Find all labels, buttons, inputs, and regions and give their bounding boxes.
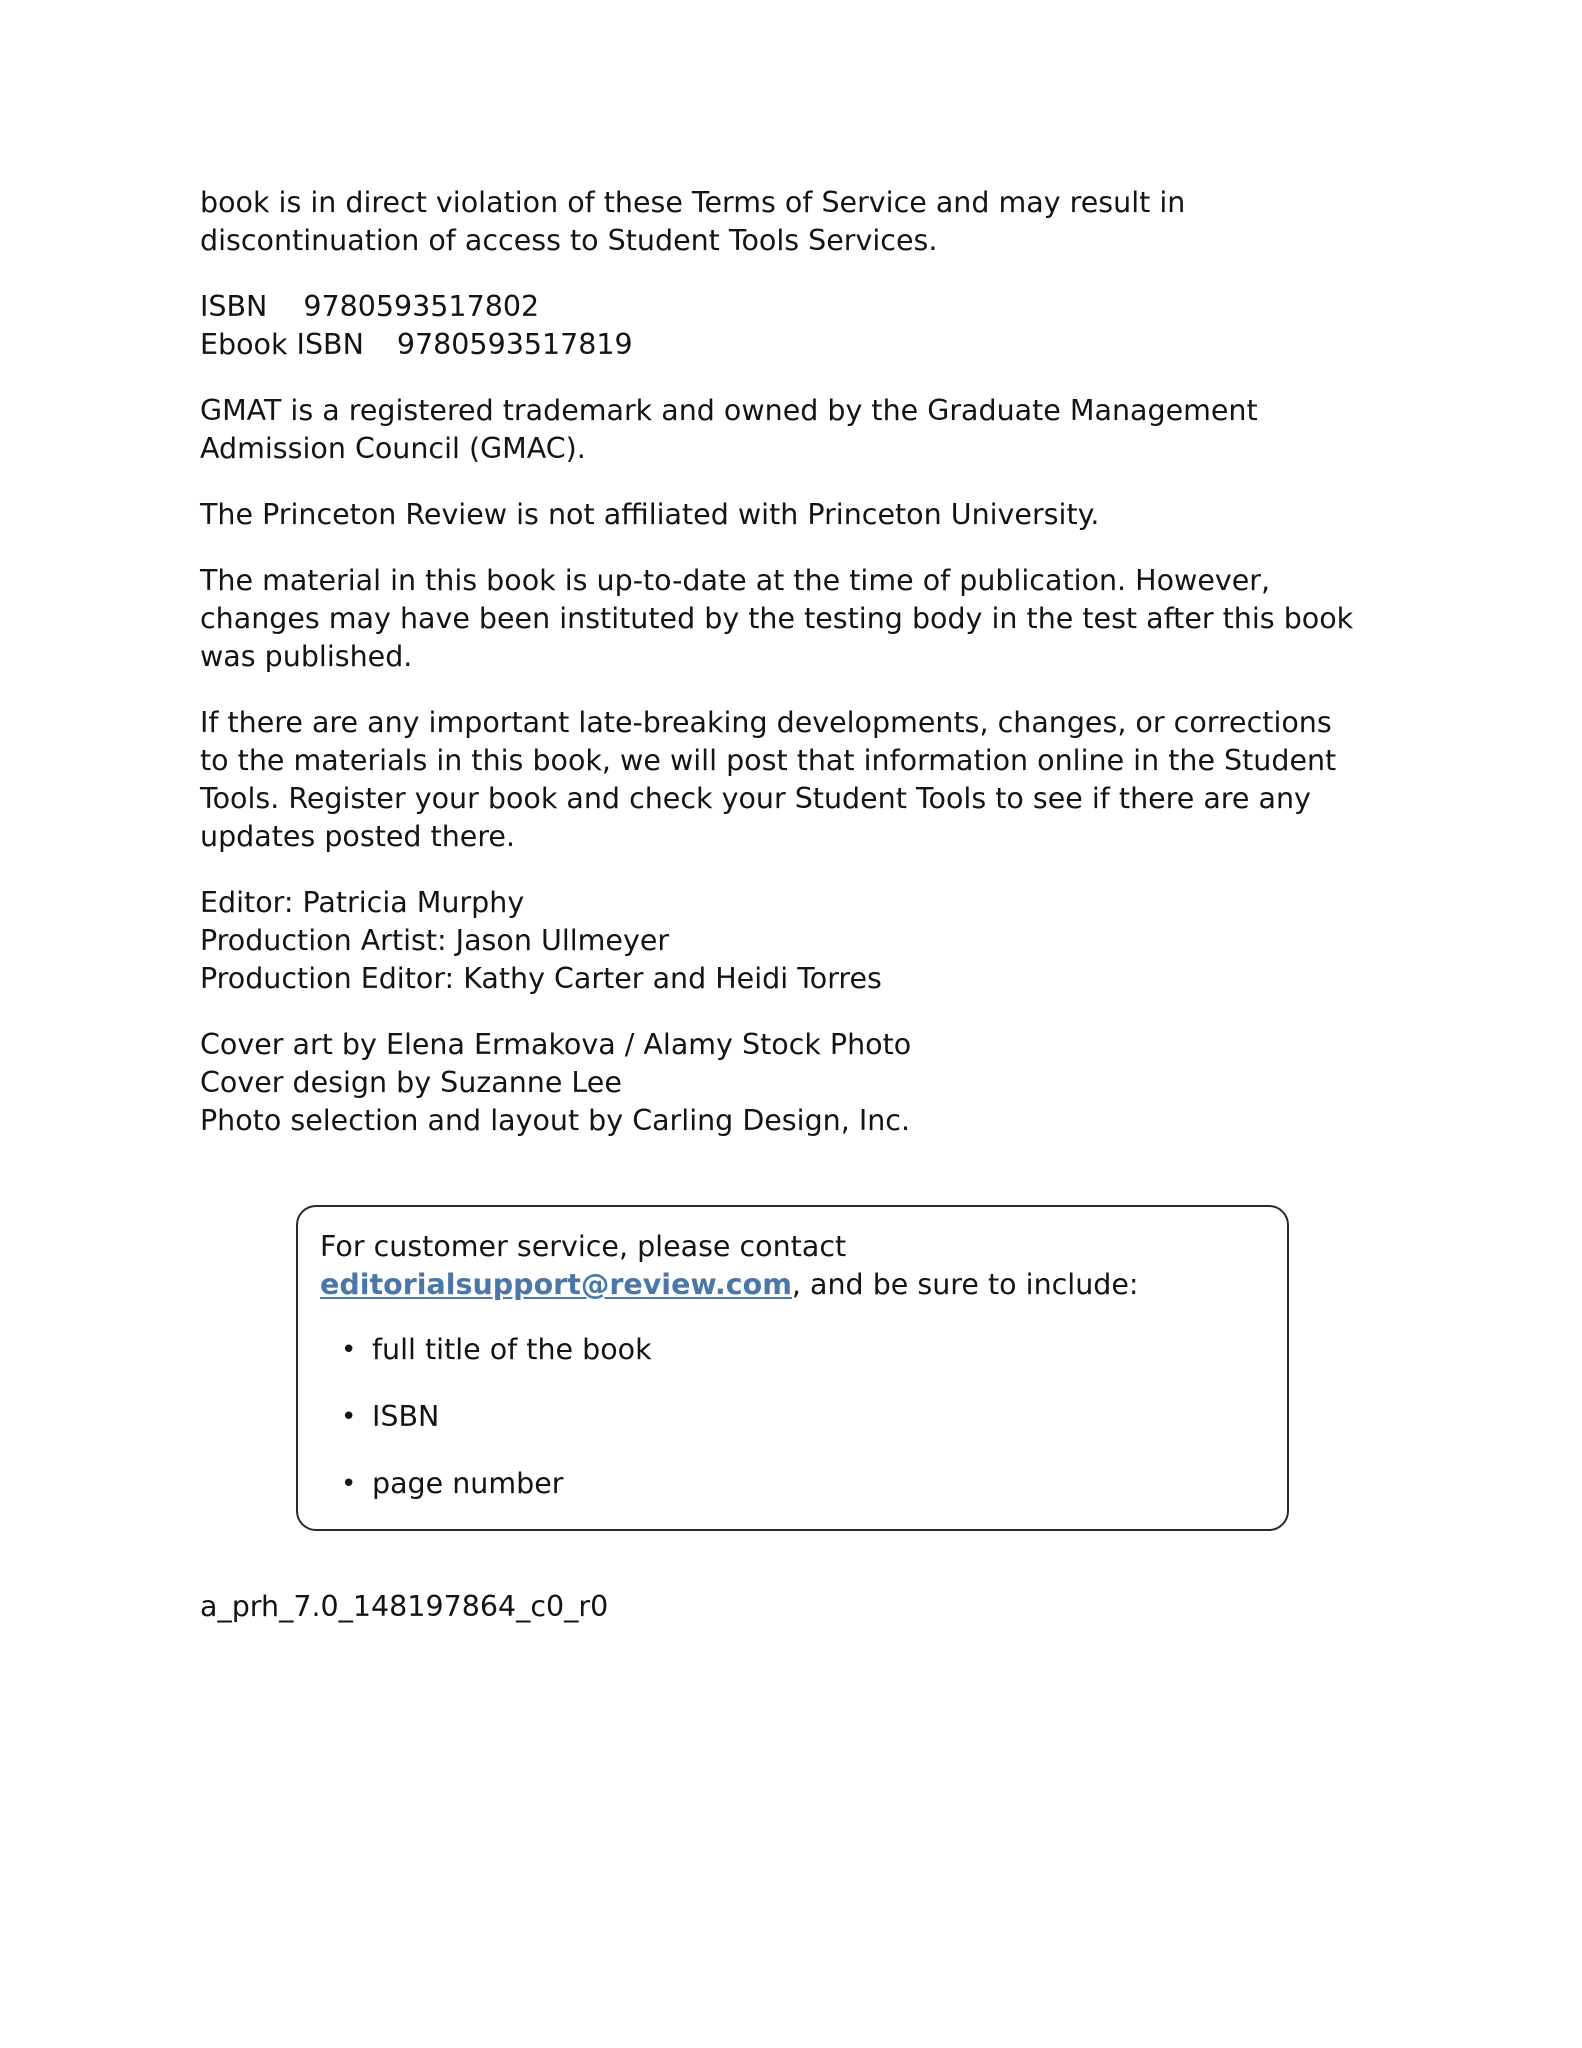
copyright-page-body: [200, 184, 1400, 1168]
text-line: Admission Council (GMAC).: [200, 432, 586, 465]
text-line: Tools. Register your book and check your Student Tools to see if there are any: [200, 782, 1311, 815]
credit-editor: Editor: Patricia Murphy: [200, 886, 525, 919]
updates-paragraph: [200, 704, 1400, 856]
support-email-link[interactable]: editorialsupport@review.com: [320, 1268, 792, 1301]
required-info-list: [320, 1331, 1265, 1503]
list-item-text: full title of the book: [372, 1333, 652, 1366]
isbn-paragraph: [200, 288, 1400, 364]
text-line: changes may have been instituted by the testing body in the test after this book: [200, 602, 1354, 635]
text-line: discontinuation of access to Student Tools Services.: [200, 224, 938, 257]
list-item-text: ISBN: [372, 1400, 440, 1433]
credit-production-artist: Production Artist: Jason Ullmeyer: [200, 924, 670, 957]
isbn-print-line: [200, 288, 1400, 326]
credit-production-editor: Production Editor: Kathy Carter and Heidi Torres: [200, 962, 882, 995]
affiliation-paragraph: [200, 496, 1400, 534]
bullet-icon: •: [341, 1335, 357, 1365]
document-id: a_prh_7.0_148197864_c0_r0: [200, 1590, 609, 1623]
text-line: GMAT is a registered trademark and owned by the Graduate Management: [200, 394, 1258, 427]
intro-line: For customer service, please contact: [320, 1230, 847, 1263]
credit-cover-design: Cover design by Suzanne Lee: [200, 1066, 622, 1099]
cover-credits: [200, 1026, 1400, 1140]
intro-line: [320, 1266, 1265, 1304]
credit-photo-selection: Photo selection and layout by Carling Design, Inc.: [200, 1104, 911, 1137]
credit-cover-art: Cover art by Elena Ermakova / Alamy Stock Photo: [200, 1028, 912, 1061]
text-line: updates posted there.: [200, 820, 516, 853]
text-line: The Princeton Review is not affiliated with Princeton University.: [200, 498, 1100, 531]
trademark-paragraph: [200, 392, 1400, 468]
isbn-ebook-value: 9780593517819: [396, 328, 633, 361]
text-line: to the materials in this book, we will post that information online in the Student: [200, 744, 1337, 777]
isbn-print-value: 9780593517802: [303, 290, 540, 323]
currency-paragraph: [200, 562, 1400, 676]
list-item: [320, 1331, 1265, 1369]
text-line: The material in this book is up-to-date at the time of publication. However,: [200, 564, 1271, 597]
staff-credits: [200, 884, 1400, 998]
isbn-ebook-label: Ebook ISBN: [200, 328, 364, 361]
customer-service-intro: [320, 1228, 1265, 1304]
text-line: If there are any important late-breaking developments, changes, or corrections: [200, 706, 1332, 739]
list-item-text: page number: [372, 1467, 564, 1500]
intro-suffix: , and be sure to include:: [791, 1268, 1139, 1301]
customer-service-box: [296, 1205, 1289, 1531]
list-item: [320, 1398, 1265, 1436]
list-item: [320, 1465, 1265, 1503]
text-line: book is in direct violation of these Terms of Service and may result in: [200, 186, 1186, 219]
text-line: was published.: [200, 640, 413, 673]
bullet-icon: •: [341, 1402, 357, 1432]
isbn-print-label: ISBN: [200, 290, 268, 323]
bullet-icon: •: [341, 1469, 357, 1499]
isbn-ebook-line: [200, 326, 1400, 364]
terms-paragraph: [200, 184, 1400, 260]
